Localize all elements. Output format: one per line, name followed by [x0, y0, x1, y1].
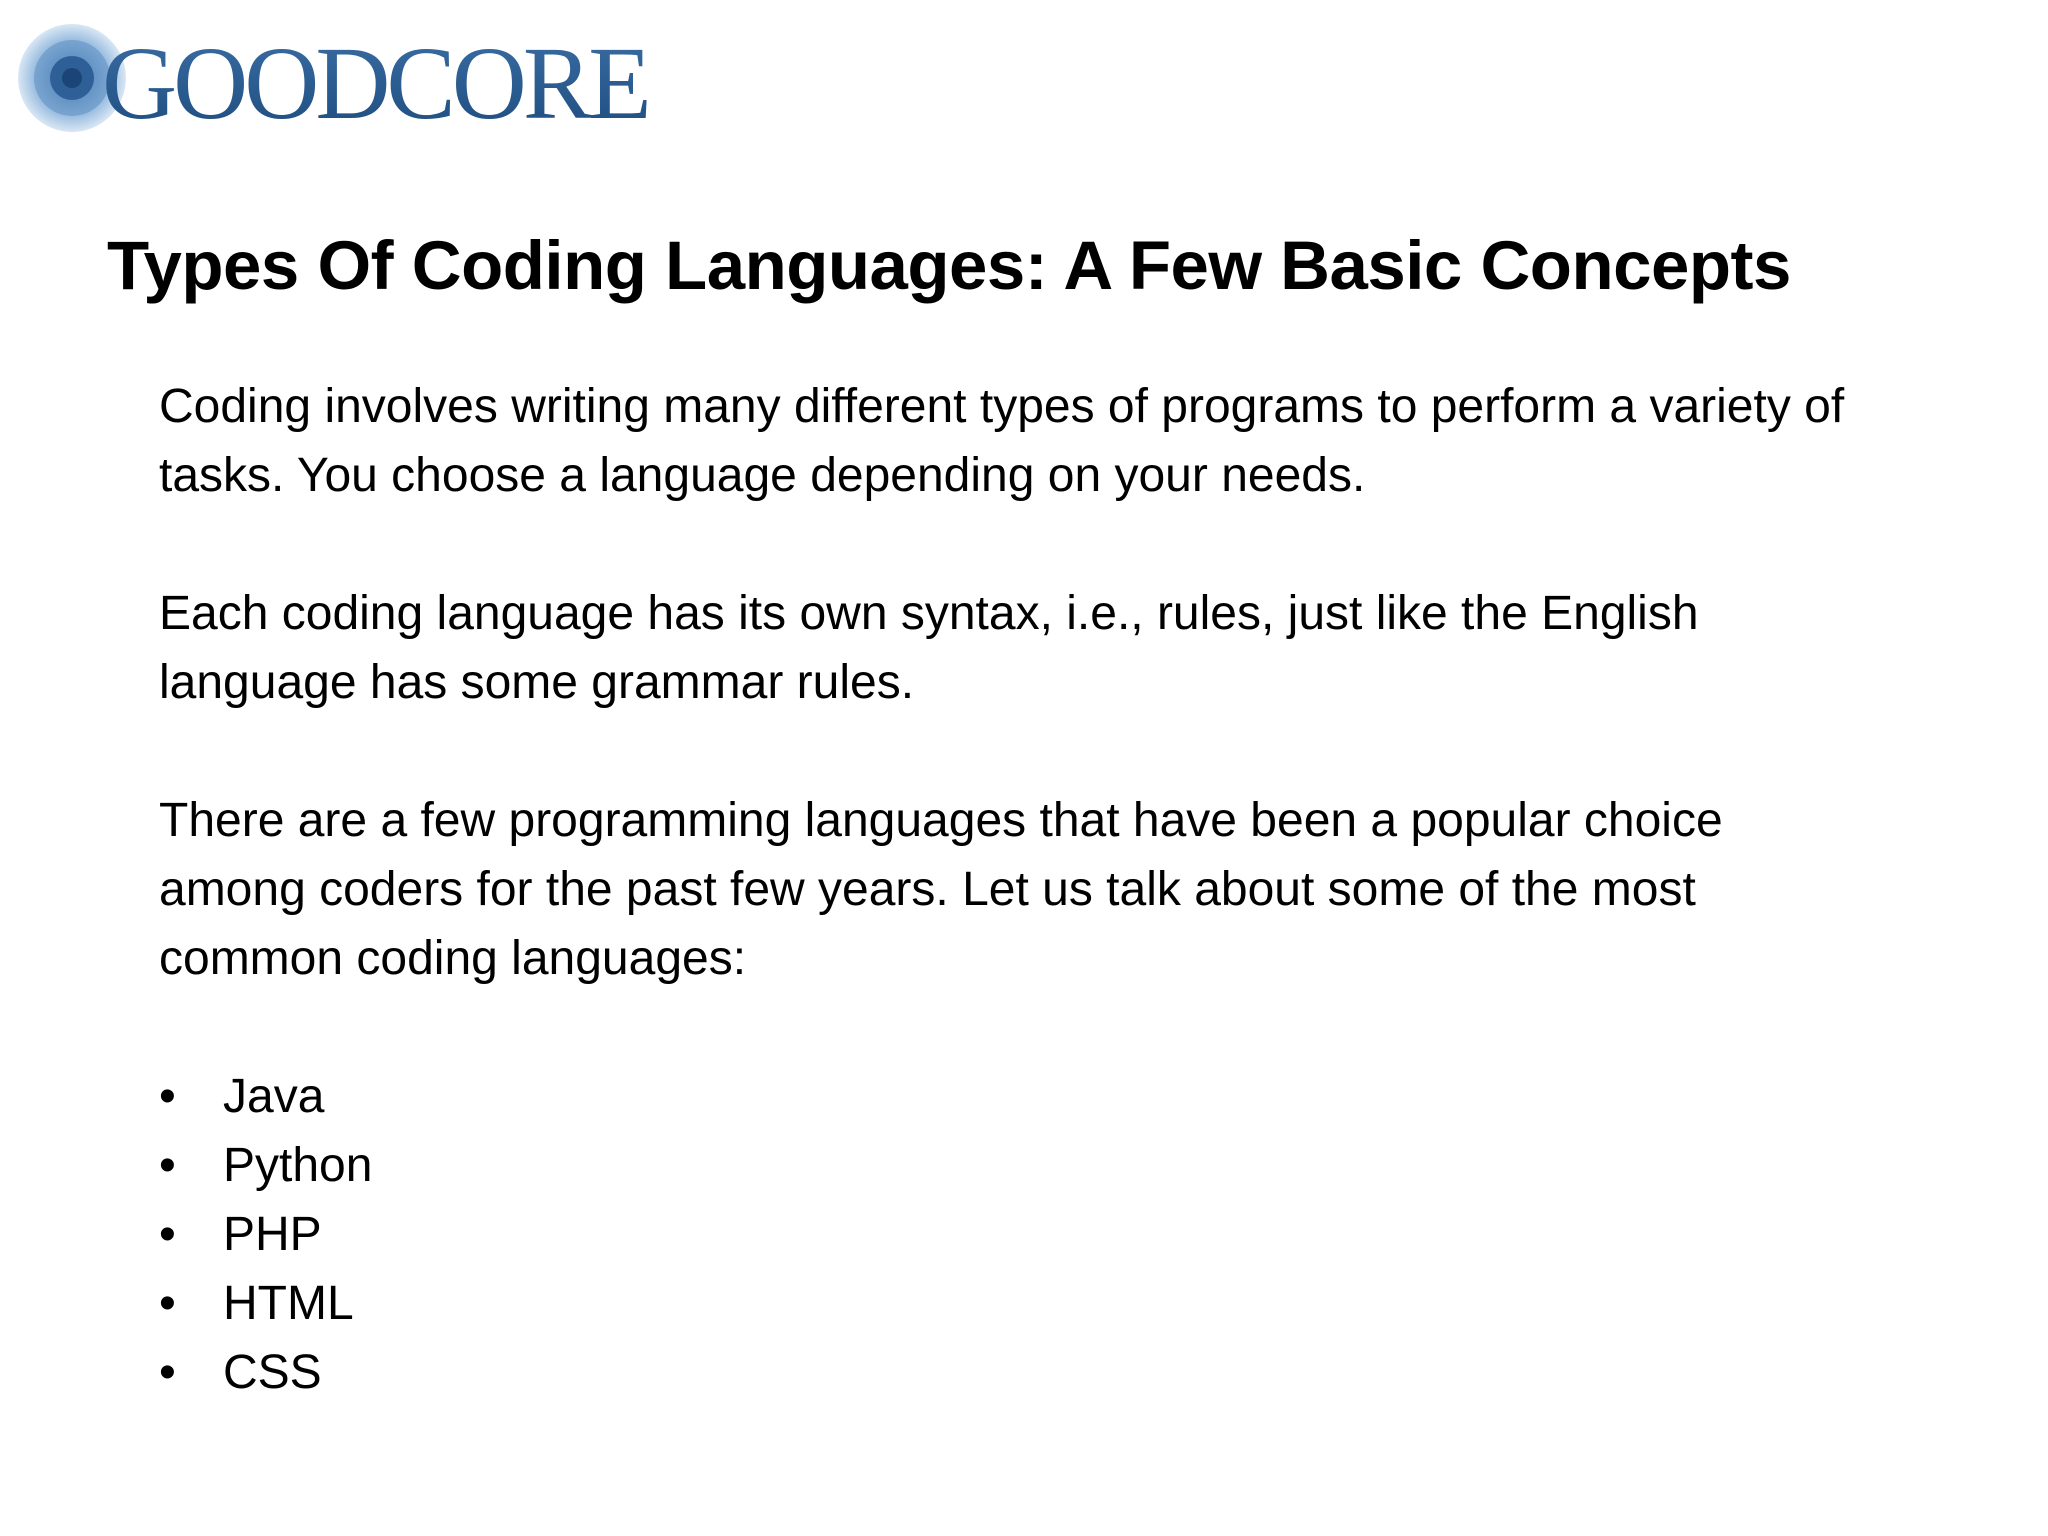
goodcore-logo — [16, 22, 706, 134]
slide-title: Types Of Coding Languages: A Few Basic Concepts — [107, 227, 1791, 304]
slide-body — [159, 372, 1859, 1407]
bullet-icon: • — [159, 1070, 176, 1123]
list-item — [159, 1269, 1859, 1338]
goodcore-logo-graphic — [16, 22, 706, 134]
bullet-icon: • — [159, 1139, 176, 1192]
list-item-label: PHP — [223, 1208, 322, 1261]
paragraph-intro: Coding involves writing many different types of programs to perform a variety of tasks. You choose a language depending on your needs. — [159, 380, 1845, 502]
languages-list — [159, 1062, 1859, 1407]
list-item-label: CSS — [223, 1346, 322, 1399]
list-item — [159, 1338, 1859, 1407]
list-item — [159, 1062, 1859, 1131]
paragraph-syntax: Each coding language has its own syntax, i.e., rules, just like the English language has some grammar rules. — [159, 587, 1699, 709]
logo-text: GOODCORE — [102, 26, 648, 134]
list-item-label: Java — [223, 1070, 325, 1123]
list-item — [159, 1131, 1859, 1200]
bullet-icon: • — [159, 1208, 176, 1261]
paragraph-popular: There are a few programming languages that have been a popular choice among coders for the past few years. Let us talk about some of the most common coding languages: — [159, 794, 1723, 985]
list-item-label: Python — [223, 1139, 373, 1192]
bullet-icon: • — [159, 1346, 176, 1399]
list-item — [159, 1200, 1859, 1269]
list-item-label: HTML — [223, 1277, 354, 1330]
bullet-icon: • — [159, 1277, 176, 1330]
